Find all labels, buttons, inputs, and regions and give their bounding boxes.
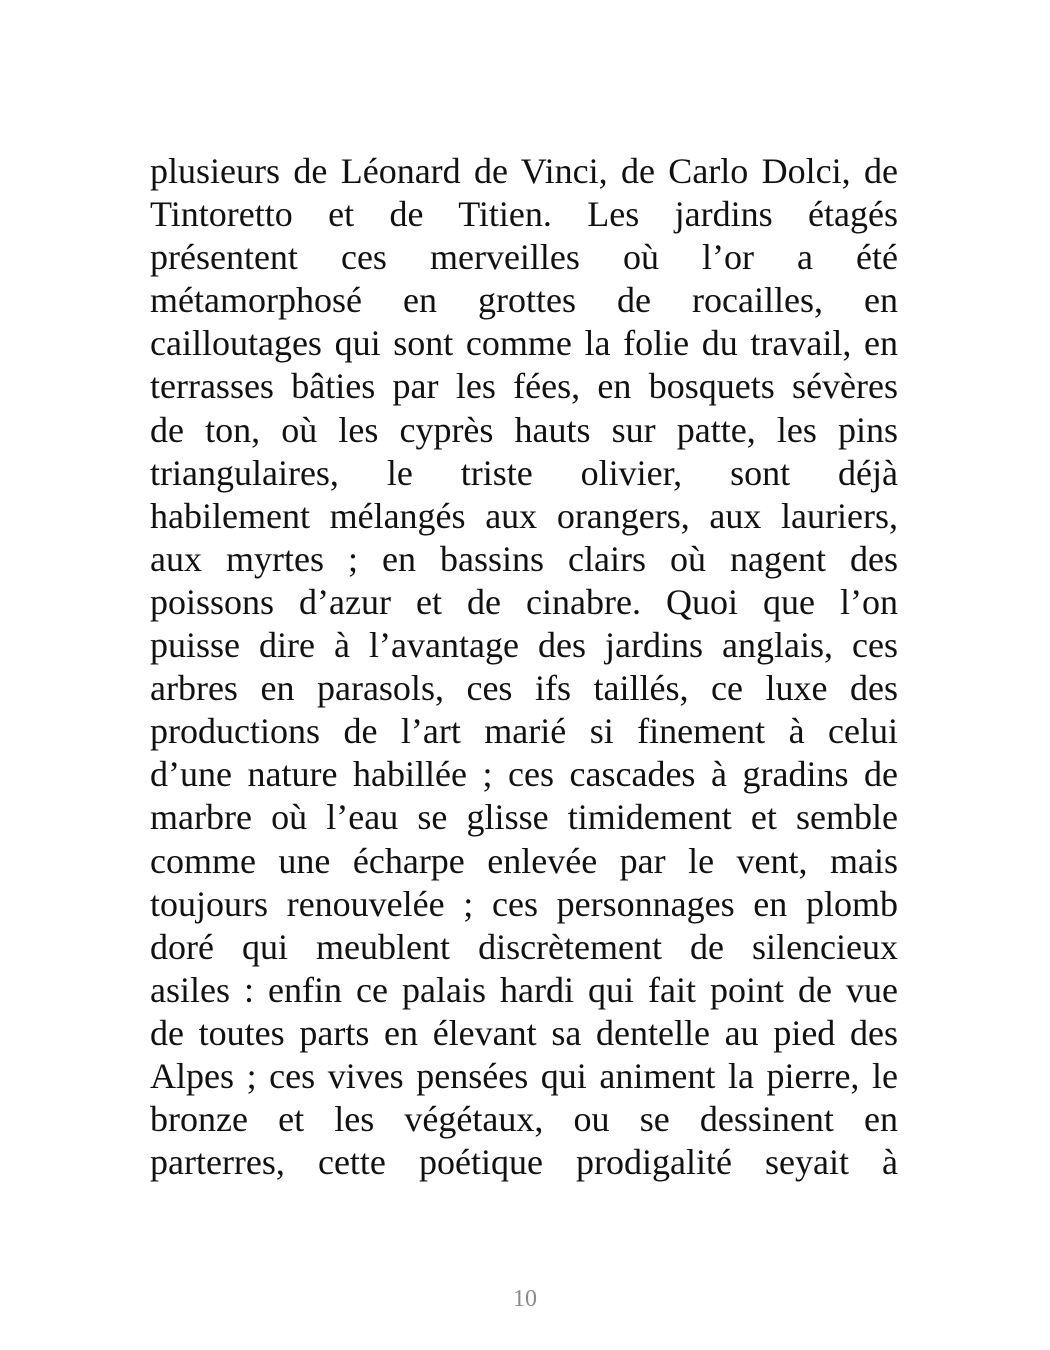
page-number: 10 (513, 1286, 537, 1312)
text-line: triangulaires, le triste olivier, sont déjà (150, 452, 898, 493)
text-line: doré qui meublent discrètement de silencieux (150, 926, 898, 967)
text-line: présentent ces merveilles où l’or a été (150, 237, 898, 278)
text-line: de ton, où les cyprès hauts sur patte, les pins (150, 409, 898, 450)
text-line: bronze et les végétaux, ou se dessinent en (150, 1099, 898, 1140)
text-line: Tintoretto et de Titien. Les jardins étagés (150, 194, 898, 235)
text-line: asiles : enfin ce palais hardi qui fait point de vue (150, 969, 898, 1010)
text-line: puisse dire à l’avantage des jardins anglais, ces (150, 625, 898, 666)
text-line: arbres en parasols, ces ifs taillés, ce luxe des (150, 668, 898, 709)
text-line: d’une nature habillée ; ces cascades à gradins de (150, 754, 898, 795)
text-line: toujours renouvelée ; ces personnages en plomb (150, 883, 898, 924)
text-line: Alpes ; ces vives pensées qui animent la pierre, le (150, 1055, 898, 1096)
text-line: marbre où l’eau se glisse timidement et semble (150, 797, 898, 838)
text-line: terrasses bâties par les fées, en bosquets sévères (150, 366, 898, 407)
text-line: habilement mélangés aux orangers, aux lauriers, (150, 495, 898, 536)
text-line: parterres, cette poétique prodigalité seyait à (150, 1142, 898, 1183)
text-line: poissons d’azur et de cinabre. Quoi que l’on (150, 581, 898, 622)
text-line: comme une écharpe enlevée par le vent, mais (150, 840, 898, 881)
text-line: productions de l’art marié si finement à celui (150, 711, 898, 752)
text-line: plusieurs de Léonard de Vinci, de Carlo Dolci, de (150, 151, 898, 191)
text-line: de toutes parts en élevant sa dentelle au pied des (150, 1012, 898, 1053)
text-line: métamorphosé en grottes de rocailles, en (150, 280, 898, 321)
text-line: aux myrtes ; en bassins clairs où nagent des (150, 538, 898, 579)
text-line: cailloutages qui sont comme la folie du travail, en (150, 323, 898, 364)
body-text (150, 150, 898, 1184)
